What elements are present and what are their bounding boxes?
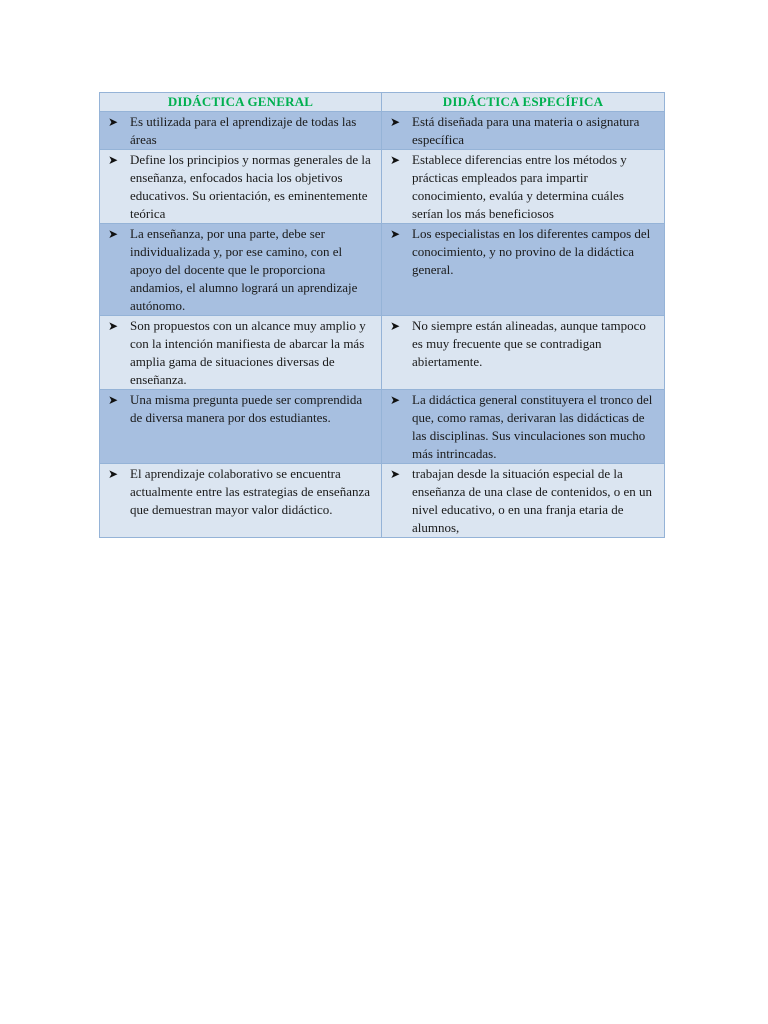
- cell-text: La didáctica general constituyera el tronco del que, como ramas, derivaran las didácticas de las disciplinas. Sus vinculaciones son mucho más intrincadas.: [412, 392, 653, 461]
- table-header-row: [100, 93, 665, 112]
- cell-text: Define los principios y normas generales de la enseñanza, enfocados hacia los objetivos educativos. Su orientación, es eminentemente teórica: [130, 152, 371, 221]
- cell-especifica: [382, 150, 665, 224]
- arrowhead-right-icon: ➤: [390, 153, 401, 167]
- table-row: [100, 112, 665, 150]
- arrowhead-right-icon: ➤: [108, 393, 119, 407]
- arrowhead-right-icon: ➤: [108, 115, 119, 129]
- cell-general: [100, 316, 382, 390]
- cell-text: Es utilizada para el aprendizaje de todas las áreas: [130, 114, 357, 147]
- header-didactica-especifica: DIDÁCTICA ESPECÍFICA: [382, 93, 665, 112]
- cell-especifica: [382, 464, 665, 538]
- cell-text: Está diseñada para una materia o asignatura específica: [412, 114, 640, 147]
- cell-text: Establece diferencias entre los métodos y prácticas empleados para impartir conocimiento, evalúa y determina cuáles serían los más beneficiosos: [412, 152, 627, 221]
- cell-especifica: [382, 112, 665, 150]
- cell-text: El aprendizaje colaborativo se encuentra actualmente entre las estrategias de enseñanza que demuestran mayor valor didáctico.: [130, 466, 371, 517]
- table-row: [100, 316, 665, 390]
- cell-text: Los especialistas en los diferentes campos del conocimiento, y no provino de la didáctica general.: [412, 226, 651, 277]
- arrowhead-right-icon: ➤: [390, 393, 401, 407]
- arrowhead-right-icon: ➤: [108, 153, 119, 167]
- cell-general: [100, 150, 382, 224]
- arrowhead-right-icon: ➤: [390, 467, 401, 481]
- cell-especifica: [382, 316, 665, 390]
- arrowhead-right-icon: ➤: [390, 319, 401, 333]
- table-row: [100, 390, 665, 464]
- arrowhead-right-icon: ➤: [108, 227, 119, 241]
- cell-text: No siempre están alineadas, aunque tampoco es muy frecuente que se contradigan abiertamente.: [412, 318, 646, 369]
- cell-general: [100, 390, 382, 464]
- cell-text: Una misma pregunta puede ser comprendida de diversa manera por dos estudiantes.: [130, 392, 363, 425]
- header-didactica-general: DIDÁCTICA GENERAL: [100, 93, 382, 112]
- cell-especifica: [382, 390, 665, 464]
- cell-general: [100, 464, 382, 538]
- table-row: [100, 464, 665, 538]
- table-row: [100, 150, 665, 224]
- arrowhead-right-icon: ➤: [108, 319, 119, 333]
- cell-especifica: [382, 224, 665, 316]
- arrowhead-right-icon: ➤: [108, 467, 119, 481]
- cell-text: trabajan desde la situación especial de la enseñanza de una clase de contenidos, o en un nivel educativo, o en una franja etaria de alumnos,: [412, 466, 653, 535]
- table-row: [100, 224, 665, 316]
- comparison-table: [99, 92, 665, 538]
- cell-text: La enseñanza, por una parte, debe ser individualizada y, por ese camino, con el apoyo del docente que le proporciona andamios, el alumno logrará un aprendizaje autónomo.: [130, 226, 358, 313]
- arrowhead-right-icon: ➤: [390, 115, 401, 129]
- arrowhead-right-icon: ➤: [390, 227, 401, 241]
- cell-text: Son propuestos con un alcance muy amplio y con la intención manifiesta de abarcar la más amplia gama de situaciones diversas de enseñanza.: [130, 318, 366, 387]
- cell-general: [100, 112, 382, 150]
- cell-general: [100, 224, 382, 316]
